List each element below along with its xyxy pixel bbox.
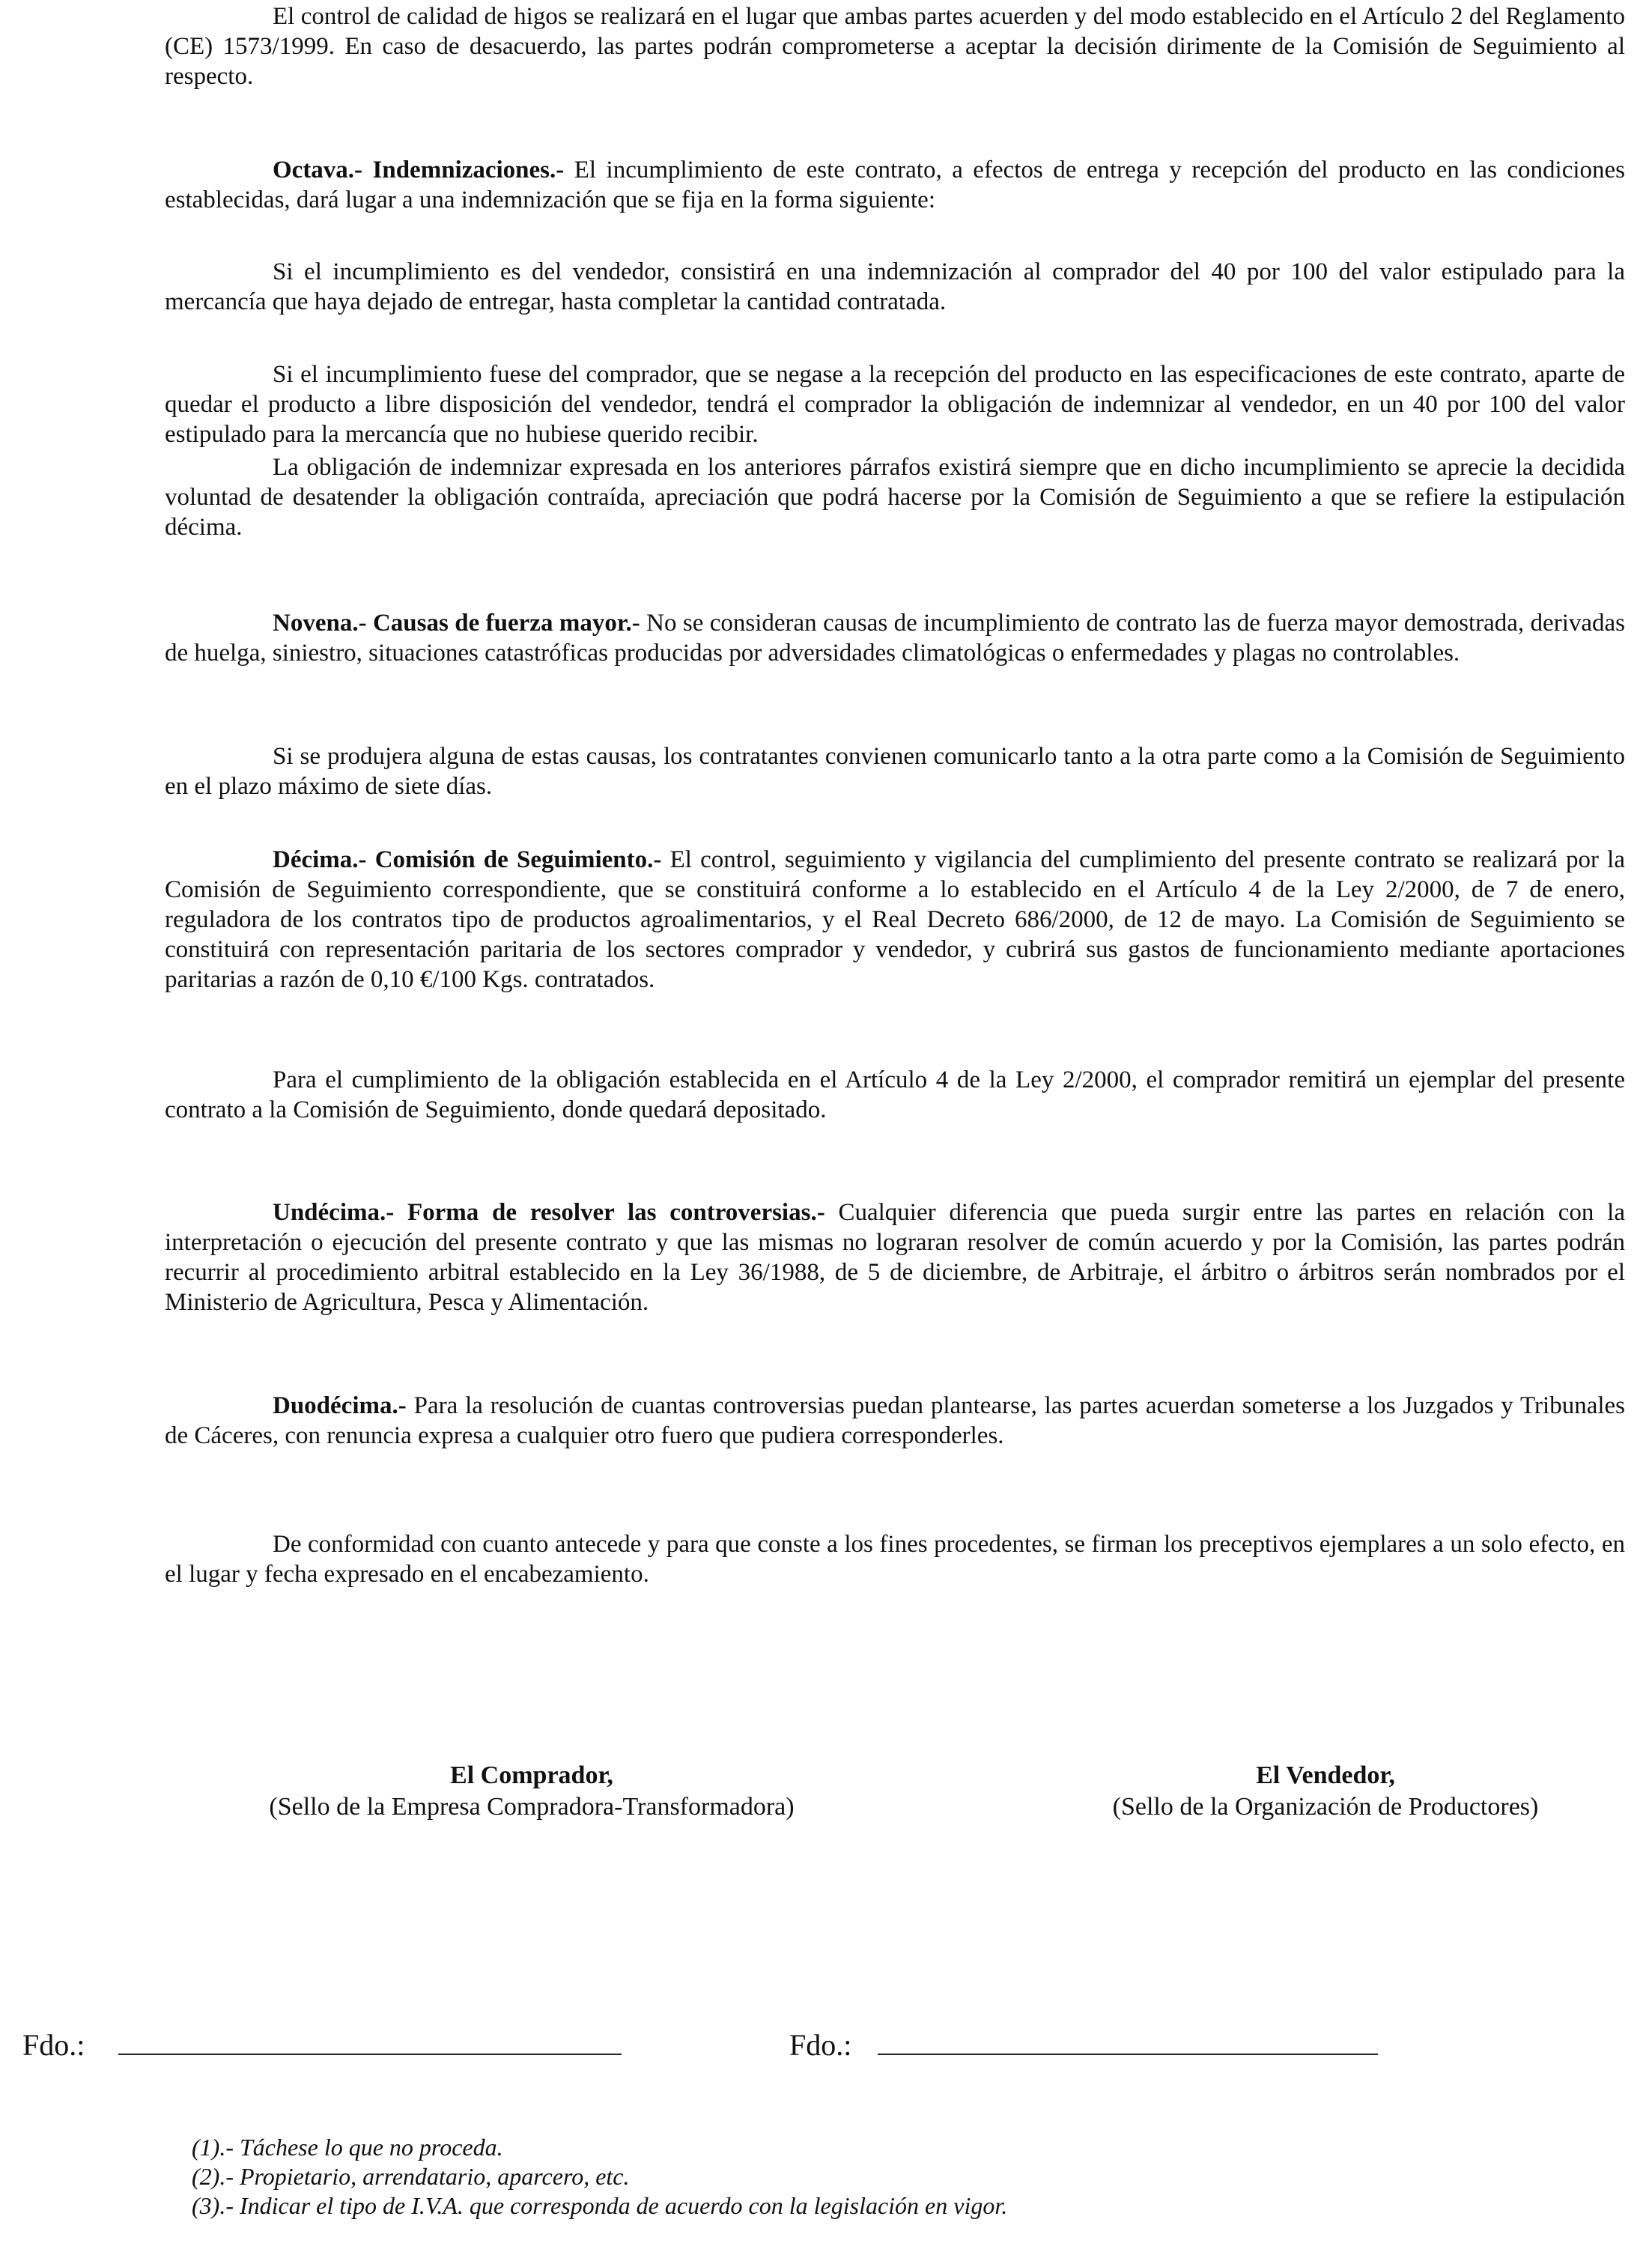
clause-heading: Duodécima.-	[273, 1392, 407, 1419]
paragraph-text: Para el cumplimiento de la obligación establecida en el Artículo 4 de la Ley 2/2000, el comprador remitirá un ejemplar del presente contrato a la Comisión de Seguimiento, donde quedará depositado.	[165, 1066, 1625, 1123]
seller-fdo-label: Fdo.:	[789, 2028, 852, 2062]
clause-heading: Novena.- Causas de fuerza mayor.-	[273, 610, 640, 637]
clause-heading: Décima.- Comisión de Seguimiento.-	[273, 846, 662, 873]
clause-text: Para la resolución de cuantas controversias puedan plantearse, las partes acuerdan someterse a los Juzgados y Tribunales de Cáceres, con renuncia expresa a cualquier otro fuero que pudiera corresponderles.	[165, 1392, 1625, 1449]
clause-decima	[165, 845, 1625, 995]
paragraph-text: La obligación de indemnizar expresada en los anteriores párrafos existirá siempre que en dicho incumplimiento se aprecie la decidida voluntad de desatender la obligación contraída, apreciación que podrá hacerse por la Comisión de Seguimiento a que se refiere la estipulación décima.	[165, 454, 1625, 541]
clause-text: Cualquier diferencia que pueda surgir entre las partes en relación con la interpretación o ejecución del presente contrato y que las mismas no lograran resolver de común acuerdo y por la Comisión, las partes podrán recurrir al procedimiento arbitral establecido en la Ley 36/1988, de 5 de diciembre, de Arbitraje, el árbitro o árbitros serán nombrados por el Ministerio de Agricultura, Pesca y Alimentación.	[165, 1199, 1625, 1316]
seller-subtitle: (Sello de la Organización de Productores)	[1112, 1793, 1539, 1821]
clause-text: El control, seguimiento y vigilancia del cumplimiento del presente contrato se realizará por la Comisión de Seguimiento correspondiente, que se constituirá conforme a lo establecido en el Artículo 4 de la Ley 2/2000, de 7 de enero, reguladora de los contratos tipo de productos agroalimentarios, y el Real Decreto 686/2000, de 12 de mayo. La Comisión de Seguimiento se constituirá con representación paritaria de los sectores comprador y vendedor, y cubrirá sus gastos de funcionamiento mediante aportaciones paritarias a razón de 0,10 €/100 Kgs. contratados.	[165, 846, 1625, 993]
buyer-subtitle: (Sello de la Empresa Compradora-Transformadora)	[269, 1793, 795, 1821]
seller-signature-block	[1026, 1760, 1625, 1823]
footnote-1: (1).- Táchese lo que no proceda.	[192, 2134, 503, 2161]
clause-heading: Undécima.- Forma de resolver las controversias.-	[273, 1199, 825, 1226]
paragraph-contract-deposit	[165, 1065, 1625, 1125]
seller-title: El Vendedor,	[1256, 1761, 1395, 1789]
paragraph-text: Si el incumplimiento es del vendedor, consistirá en una indemnización al comprador del 40 por 100 del valor estipulado para la mercancía que haya dejado de entregar, hasta completar la cantidad contratada.	[165, 258, 1625, 315]
paragraph-quality-control	[165, 1, 1625, 91]
paragraph-seller-breach	[165, 257, 1625, 317]
paragraph-force-majeure-notice	[165, 741, 1625, 801]
paragraph-text: Si el incumplimiento fuese del comprador, que se negase a la recepción del producto en las especificaciones de este contrato, aparte de quedar el producto a libre disposición del vendedor, tendrá el comprador la obligación de indemnizar al vendedor, en un 40 por 100 del valor estipulado para la mercancía que no hubiese querido recibir.	[165, 361, 1625, 448]
paragraph-conformity	[165, 1529, 1625, 1589]
clause-octava	[165, 155, 1625, 215]
clause-novena	[165, 608, 1625, 668]
seller-signature-line	[878, 2054, 1378, 2055]
buyer-signature-block	[202, 1760, 861, 1823]
paragraph-text: Si se produjera alguna de estas causas, los contratantes convienen comunicarlo tanto a la otra parte como a la Comisión de Seguimiento en el plazo máximo de siete días.	[165, 743, 1625, 800]
footnote-3: (3).- Indicar el tipo de I.V.A. que corresponda de acuerdo con la legislación en vigor.	[192, 2192, 1008, 2219]
clause-duodecima	[165, 1391, 1625, 1451]
paragraph-text: De conformidad con cuanto antecede y para que conste a los fines procedentes, se firman los preceptivos ejemplares a un solo efecto, en el lugar y fecha expresado en el encabezamiento.	[165, 1531, 1625, 1588]
clause-heading: Octava.- Indemnizaciones.-	[273, 157, 565, 183]
footnote-2: (2).- Propietario, arrendatario, aparcero, etc.	[192, 2163, 630, 2190]
paragraph-indemnity-condition	[165, 452, 1625, 542]
clause-text: No se consideran causas de incumplimiento de contrato las de fuerza mayor demostrada, derivadas de huelga, siniestro, situaciones catastróficas producidas por adversidades climatológicas o enfermedades y plagas no controlables.	[165, 610, 1625, 667]
footnotes	[192, 2133, 1007, 2221]
clause-text: El incumplimiento de este contrato, a efectos de entrega y recepción del producto en las condiciones establecidas, dará lugar a una indemnización que se fija en la forma siguiente:	[165, 157, 1625, 213]
buyer-title: El Comprador,	[450, 1761, 613, 1789]
buyer-fdo-label: Fdo.:	[22, 2028, 85, 2062]
paragraph-text: El control de calidad de higos se realizará en el lugar que ambas partes acuerden y del modo establecido en el Artículo 2 del Reglamento (CE) 1573/1999. En caso de desacuerdo, las partes podrán comprometerse a aceptar la decisión dirimente de la Comisión de Seguimiento al respecto.	[165, 3, 1625, 90]
paragraph-buyer-breach	[165, 359, 1625, 449]
buyer-signature-line	[118, 2054, 622, 2055]
clause-undecima	[165, 1198, 1625, 1317]
